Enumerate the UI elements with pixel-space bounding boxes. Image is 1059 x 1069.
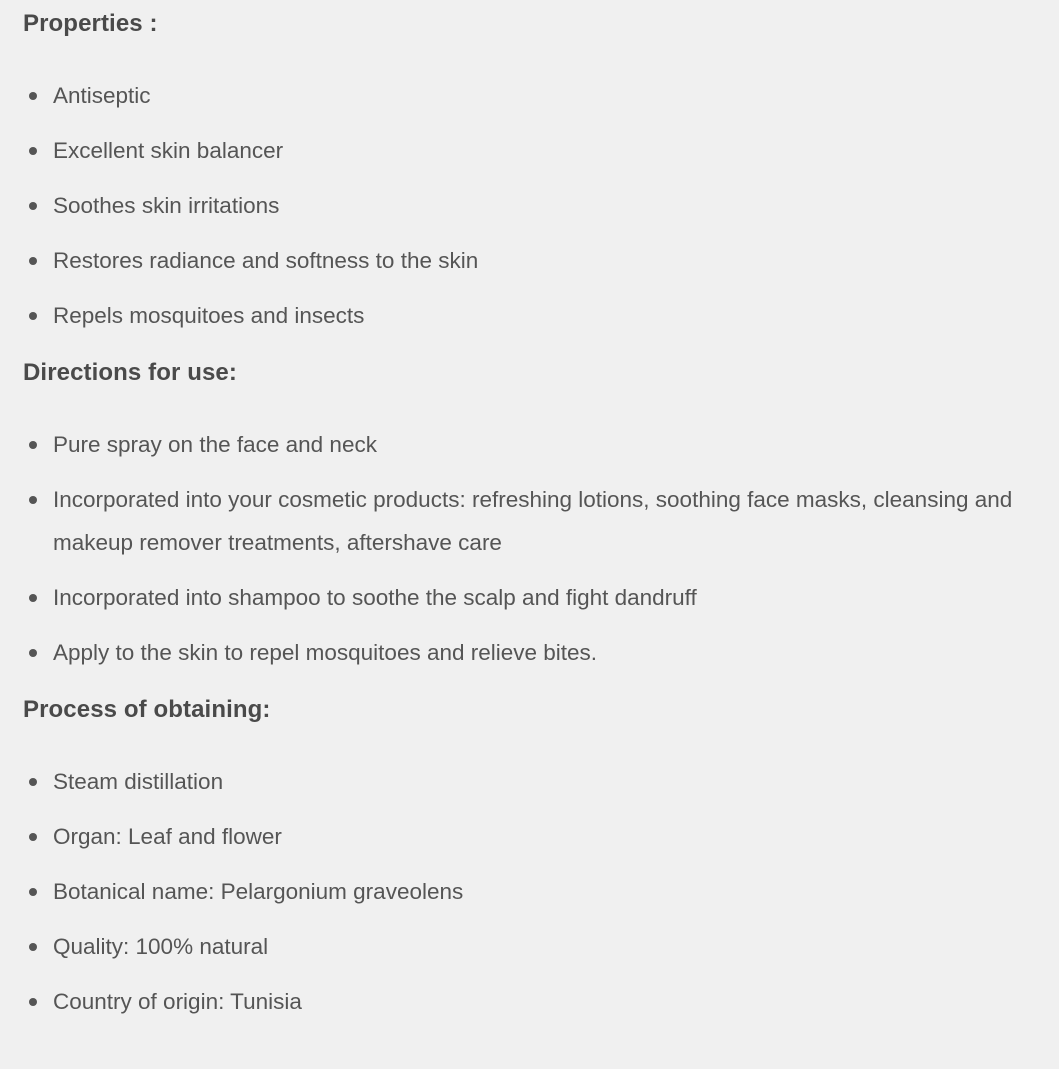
list-item (23, 760, 1059, 803)
bullet-icon (29, 998, 37, 1006)
bullet-icon (29, 147, 37, 155)
bullet-icon (29, 257, 37, 265)
list-item (23, 478, 1059, 564)
bullet-icon (29, 312, 37, 320)
list-item-text: Restores radiance and softness to the skin (53, 248, 479, 273)
list-item-text: Soothes skin irritations (53, 193, 280, 218)
list-item (23, 74, 1059, 117)
list-item-text: Excellent skin balancer (53, 138, 284, 163)
bullet-icon (29, 888, 37, 896)
list-item-text: Quality: 100% natural (53, 934, 269, 959)
process-heading: Process of obtaining: (23, 696, 271, 723)
bullet-icon (29, 441, 37, 449)
bullet-icon (29, 92, 37, 100)
list-item (23, 980, 1059, 1023)
list-item-text: Antiseptic (53, 83, 151, 108)
list-item (23, 239, 1059, 282)
process-list (23, 760, 1059, 1023)
list-item-text: Steam distillation (53, 769, 224, 794)
list-item (23, 576, 1059, 619)
list-item (23, 815, 1059, 858)
list-item (23, 184, 1059, 227)
bullet-icon (29, 202, 37, 210)
directions-heading: Directions for use: (23, 359, 237, 386)
bullet-icon (29, 594, 37, 602)
list-item (23, 294, 1059, 337)
list-item-text: Repels mosquitoes and insects (53, 303, 365, 328)
list-item (23, 631, 1059, 674)
list-item-text: Pure spray on the face and neck (53, 432, 377, 457)
list-item-text: Incorporated into your cosmetic products: refreshing lotions, soothing face masks, cleansing and makeup remover treatments, aftershave care (53, 487, 1013, 555)
list-item-text: Apply to the skin to repel mosquitoes and relieve bites. (53, 640, 598, 665)
bullet-icon (29, 778, 37, 786)
list-item-text: Country of origin: Tunisia (53, 989, 302, 1014)
list-item-text: Incorporated into shampoo to soothe the scalp and fight dandruff (53, 585, 697, 610)
bullet-icon (29, 496, 37, 504)
bullet-icon (29, 649, 37, 657)
bullet-icon (29, 833, 37, 841)
list-item (23, 870, 1059, 913)
directions-list (23, 423, 1059, 674)
list-item (23, 129, 1059, 172)
list-item (23, 423, 1059, 466)
bullet-icon (29, 943, 37, 951)
list-item-text: Botanical name: Pelargonium graveolens (53, 879, 464, 904)
properties-heading: Properties : (23, 10, 158, 37)
list-item (23, 925, 1059, 968)
properties-list (23, 74, 1059, 337)
list-item-text: Organ: Leaf and flower (53, 824, 282, 849)
